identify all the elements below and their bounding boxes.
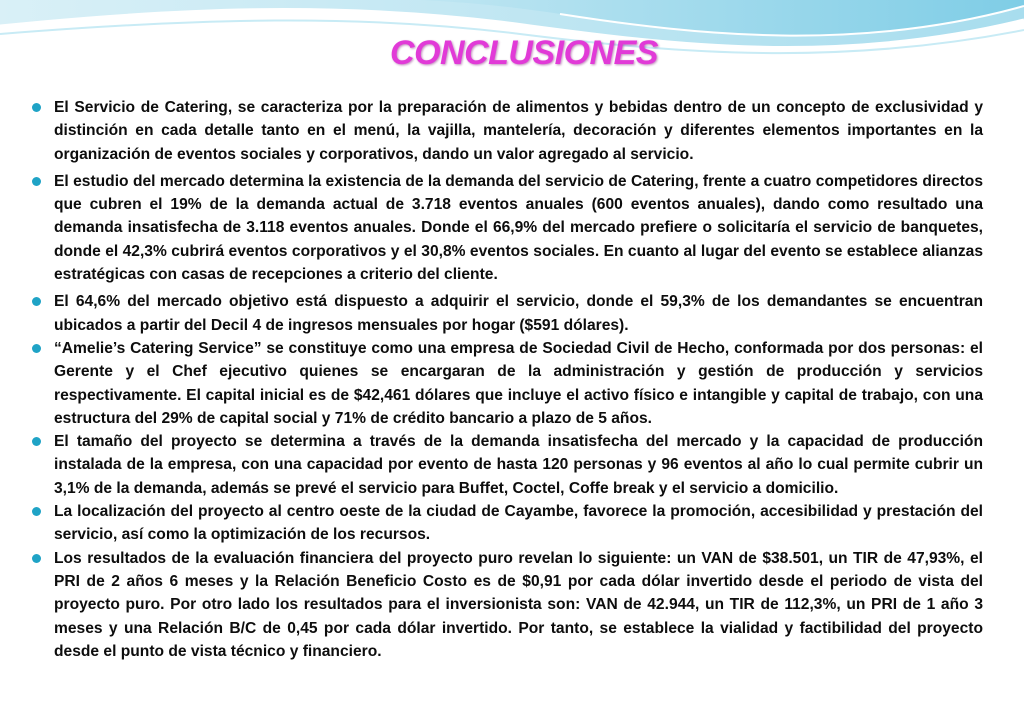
- bullet-text: La localización del proyecto al centro oeste de la ciudad de Cayambe, favorece la promoción, accesibilidad y prestación del servicio, así como la optimización de los recursos.: [54, 503, 983, 544]
- bullet-dot-icon: [32, 103, 41, 112]
- slide-title: CONCLUSIONES: [390, 34, 658, 72]
- conclusions-list: [32, 96, 983, 663]
- bullet-text: Los resultados de la evaluación financiera del proyecto puro revelan lo siguiente: un VAN de $38.501, un TIR de 47,93%, el PRI de 2 años 6 meses y la Relación Beneficio Costo es de $0,91 por cada dólar invertido desde el periodo de vista del proyecto puro. Por otro lado los resultados para el inversionista son: VAN de 42.944, un TIR de 112,3%, un PRI de 1 año 3 meses y una Relación B/C de 0,45 por cada dólar invertido. Por tanto, se establece la vialidad y factibilidad del proyecto desde el punto de vista técnico y financiero.: [54, 549, 983, 660]
- bullet-dot-icon: [32, 507, 41, 516]
- bullet-dot-icon: [32, 554, 41, 563]
- bullet-text: El 64,6% del mercado objetivo está dispuesto a adquirir el servicio, donde el 59,3% de los demandantes se encuentran ubicados a partir del Decil 4 de ingresos mensuales por hogar ($591 dólares).: [54, 293, 983, 334]
- bullet-text: El Servicio de Catering, se caracteriza por la preparación de alimentos y bebidas dentro de un concepto de exclusividad y distinción en cada detalle tanto en el menú, la vajilla, mantelería, decoración y diferentes elementos importantes en la organización de eventos sociales y corporativos, dando un valor agregado al servicio.: [54, 99, 983, 163]
- bullet-text: El tamaño del proyecto se determina a través de la demanda insatisfecha del mercado y la capacidad de producción instalada de la empresa, con una capacidad por evento de hasta 120 personas y 96 eventos al año lo cual permite cubrir un 3,1% de la demanda, además se prevé el servicio para Buffet, Coctel, Coffe break y el servicio a domicilio.: [54, 433, 983, 497]
- bullet-text: El estudio del mercado determina la existencia de la demanda del servicio de Catering, frente a cuatro competidores directos que cubren el 19% de la demanda actual de 3.718 eventos anuales (600 eventos anuales), dando como resultado una demanda insatisfecha de 3.118 eventos anuales. Donde el 66,9% del mercado prefiere o solicitaría el servicio de banquetes, donde el 42,3% cubrirá eventos corporativos y el 30,8% eventos sociales. En cuanto al lugar del evento se establece alianzas estratégicas con casas de recepciones a criterio del cliente.: [54, 172, 983, 284]
- list-item: [32, 430, 983, 500]
- list-item: [32, 170, 983, 286]
- bullet-dot-icon: [32, 437, 41, 446]
- bullet-text: “Amelie’s Catering Service” se constituye como una empresa de Sociedad Civil de Hecho, conformada por dos personas: el Gerente y el Chef ejecutivo quienes se encargaran de la administración y gestión de producción y servicios respectivamente. El capital inicial es de $42,461 dólares que incluye el activo físico e intangible y capital de trabajo, con una estructura del 29% de capital social y 71% de crédito bancario a plazo de 5 años.: [54, 339, 983, 427]
- list-item: [32, 547, 983, 663]
- list-item: [32, 290, 983, 337]
- list-item: [32, 337, 983, 430]
- list-item: [32, 500, 983, 547]
- list-item: [32, 96, 983, 166]
- bullet-dot-icon: [32, 344, 41, 353]
- bullet-dot-icon: [32, 177, 41, 186]
- bullet-dot-icon: [32, 297, 41, 306]
